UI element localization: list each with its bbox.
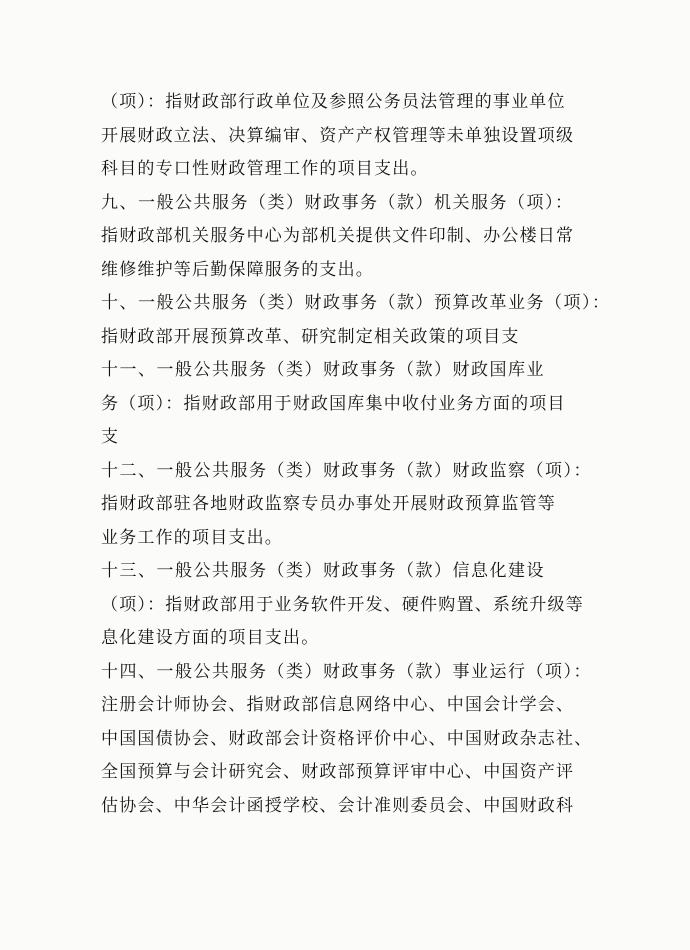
body-line: 中国国债协会、财政部会计资格评价中心、中国财政杂志社、 <box>101 728 593 749</box>
body-line: 维修维护等后勤保障服务的支出。 <box>101 259 374 280</box>
body-line: （项）：指财政部用于业务软件开发、硬件购置、系统升级等 <box>101 594 584 615</box>
section-heading: 十四、一般公共服务（类）财政事务（款）事业运行（项）： <box>101 661 592 682</box>
body-line: 全国预算与会计研究会、财政部预算评审中心、中国资产评 <box>101 762 575 782</box>
document-body <box>101 86 611 823</box>
body-line: 开展财政立法、决算编审、资产产权管理等未单独设置项级 <box>101 125 575 146</box>
body-line: 科目的专口性财政管理工作的项目支出。 <box>101 159 429 179</box>
body-line: （项）：指财政部行政单位及参照公务员法管理的事业单位 <box>101 92 566 112</box>
body-line: 指财政部开展预算改革、研究制定相关政策的项目支 <box>101 326 520 347</box>
body-line: 息化建设方面的项目支出。 <box>101 628 320 648</box>
body-line: 支 <box>101 427 120 447</box>
body-line: 务（项）：指财政部用于财政国库集中收付业务方面的项目 <box>101 393 566 414</box>
body-line: 估协会、中华会计函授学校、会计准则委员会、中国财政科 <box>101 795 575 816</box>
section-heading: 十二、一般公共服务（类）财政事务（款）财政监察（项）： <box>101 460 592 481</box>
section-heading: 九、一般公共服务（类）财政事务（款）机关服务（项）： <box>101 192 574 213</box>
body-line: 指财政部机关服务中心为部机关提供文件印制、办公楼日常 <box>101 226 575 246</box>
section-heading: 十三、一般公共服务（类）财政事务（款）信息化建设 <box>101 561 545 581</box>
body-line: 注册会计师协会、指财政部信息网络中心、中国会计学会、 <box>101 695 575 715</box>
section-heading: 十一、一般公共服务（类）财政事务（款）财政国库业 <box>101 360 545 380</box>
body-line: 业务工作的项目支出。 <box>101 527 283 548</box>
section-heading: 十、一般公共服务（类）财政事务（款）预算改革业务（项）： <box>101 293 611 313</box>
body-line: 指财政部驻各地财政监察专员办事处开展财政预算监管等 <box>101 494 556 514</box>
